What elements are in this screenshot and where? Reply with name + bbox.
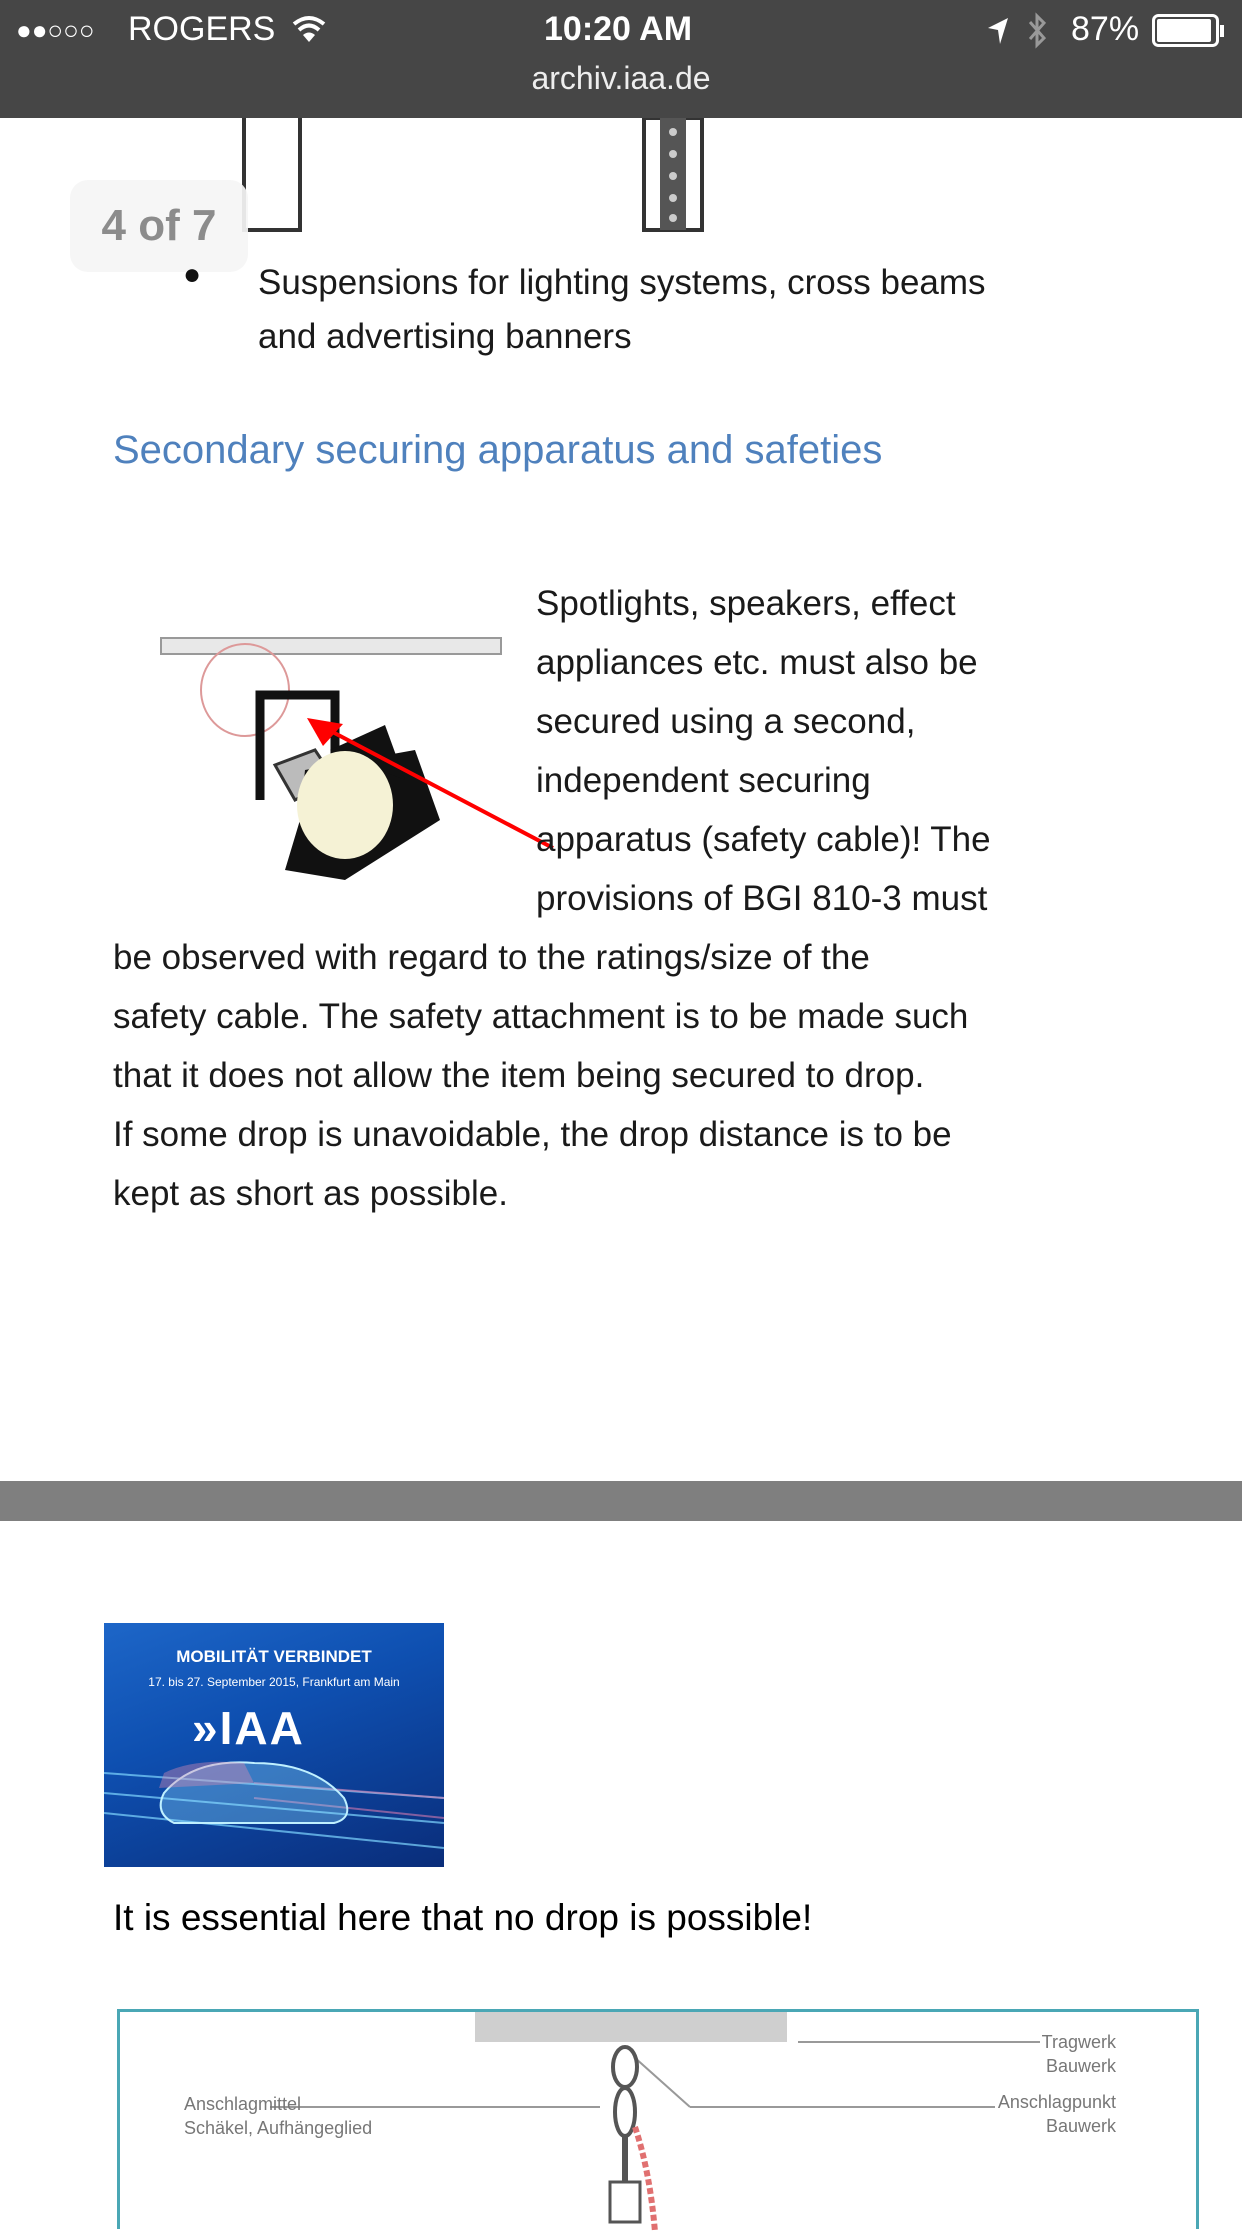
wifi-icon [292, 14, 326, 44]
banner-title: MOBILITÄT VERBINDET [176, 1647, 372, 1666]
section-heading: Secondary securing apparatus and safeties [113, 428, 883, 472]
banner-subtitle: 17. bis 27. September 2015, Frankfurt am Main [148, 1675, 400, 1689]
essential-note: It is essential here that no drop is possible! [113, 1897, 813, 1938]
paragraph-line: independent securing [536, 761, 871, 800]
paragraph-line: that it does not allow the item being secured to drop. [113, 1056, 925, 1095]
paragraph-line: be observed with regard to the ratings/size of the [113, 938, 870, 977]
status-bar [0, 0, 1242, 118]
signal-strength-icon: ●●○○○ [16, 15, 95, 45]
diagram-label: Schäkel, Aufhängeglied [184, 2118, 373, 2138]
paragraph-line: secured using a second, [536, 702, 916, 741]
page-divider [0, 1481, 1242, 1521]
diagram-label: Bauwerk [1045, 2116, 1116, 2136]
spotlight-illustration [155, 600, 575, 910]
bullet-text-line: Suspensions for lighting systems, cross beams [258, 263, 986, 302]
page-indicator: 4 of 7 [70, 180, 248, 272]
battery-percent: 87% [1071, 10, 1140, 48]
suspension-diagram [117, 2009, 1199, 2229]
url-bar[interactable]: archiv.iaa.de [531, 60, 711, 96]
iaa-logo: »IAA [192, 1702, 305, 1754]
clock: 10:20 AM [544, 10, 693, 48]
paragraph-line: If some drop is unavoidable, the drop distance is to be [113, 1115, 952, 1154]
bullet-text-line: and advertising banners [258, 317, 632, 356]
diagram-label: Tragwerk [1041, 2032, 1116, 2052]
carrier-name: ROGERS [128, 10, 276, 48]
iaa-banner-image [104, 1623, 444, 1867]
diagram-label: Anschlagmittel [184, 2094, 302, 2114]
paragraph-line: safety cable. The safety attachment is to be made such [113, 997, 969, 1036]
suspension-illustration [230, 118, 730, 238]
paragraph-line: provisions of BGI 810-3 must [536, 879, 988, 918]
paragraph-line: appliances etc. must also be [536, 643, 978, 682]
paragraph-line: kept as short as possible. [113, 1174, 508, 1213]
battery-icon [1152, 14, 1226, 48]
diagram-label: Bauwerk [1045, 2056, 1116, 2076]
bullet-icon: ● [183, 258, 202, 291]
paragraph-line: apparatus (safety cable)! The [536, 820, 991, 859]
diagram-label: Anschlagpunkt [997, 2092, 1116, 2112]
bluetooth-icon [1026, 12, 1050, 50]
location-arrow-icon [986, 16, 1010, 46]
paragraph-line: Spotlights, speakers, effect [536, 584, 956, 623]
